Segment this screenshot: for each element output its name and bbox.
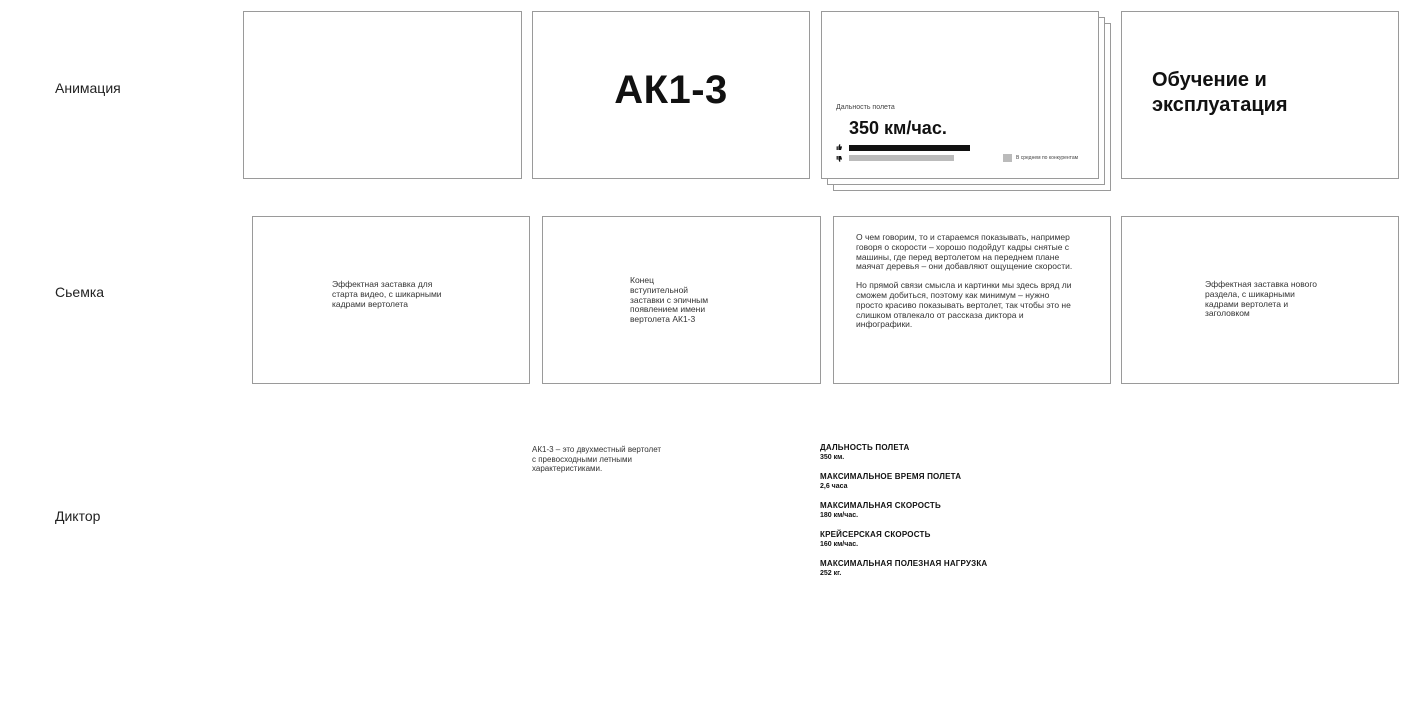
spec-value: 350 км. — [820, 454, 845, 461]
spec-item — [820, 443, 909, 461]
row-label-shooting: Сьемка — [55, 284, 105, 300]
spec-title: КРЕЙСЕРСКАЯ СКОРОСТЬ — [820, 530, 931, 539]
animation-frame-blank — [243, 11, 522, 179]
spec-value: 252 кг. — [820, 570, 842, 577]
spec-item — [820, 472, 961, 490]
spec-title: МАКСИМАЛЬНАЯ ПОЛЕЗНАЯ НАГРУЗКА — [820, 559, 988, 568]
competitor-comparison-bar-average — [849, 155, 970, 161]
animation-frame-section-title — [1121, 11, 1399, 179]
spec-item — [820, 501, 941, 519]
bar-main-fill — [849, 145, 970, 151]
shooting-note-3-paragraph-2: Но прямой связи смысла и картинки мы здесь вряд ли сможем добиться, поэтому как минимум – нужно просто красиво показывать вертолет, так чтобы это не слишком отвлекало от рассказа диктора и инфографики. — [856, 280, 1072, 330]
shooting-note-1: Эффектная заставка для старта видео, с шикарными кадрами вертолета — [332, 279, 442, 309]
animation-frame-infographic — [821, 11, 1099, 179]
shooting-note-2: Конец вступительной заставки с эпичным появлением имени вертолета АК1-3 — [630, 275, 709, 325]
row-label-narrator: Диктор — [55, 508, 101, 524]
legend-swatch — [1003, 154, 1012, 162]
spec-value: 2,6 часа — [820, 483, 848, 490]
shooting-frame-3 — [833, 216, 1111, 384]
spec-value: 160 км/час. — [820, 541, 859, 548]
spec-item — [820, 530, 931, 548]
legend-text: В среднем по конкурентам — [1016, 155, 1079, 161]
shooting-note-3-paragraph-1: О чем говорим, то и стараемся показывать, например говоря о скорости – хорошо подойдут кадры снятые с машины, где перед вертолетом на переднем плане маячат деревья – они добавляют ощущение скорости. — [856, 232, 1073, 272]
helicopter-name-title: АК1-3 — [614, 68, 728, 112]
shooting-note-3 — [856, 233, 1074, 330]
shooting-frame-1 — [252, 216, 530, 384]
shooting-frame-2 — [542, 216, 821, 384]
spec-value: 180 км/час. — [820, 512, 859, 519]
thumbs-down-icon — [836, 156, 842, 162]
section-title: Обучение и эксплуатация — [1152, 69, 1288, 116]
narrator-intro-text: АК1-3 – это двухместный вертолет с превосходными летными характеристиками. — [532, 445, 662, 474]
infographic-label: Дальность полета — [836, 104, 895, 111]
spec-title: МАКСИМАЛЬНАЯ СКОРОСТЬ — [820, 501, 941, 510]
shooting-note-4: Эффектная заставка нового раздела, с шикарными кадрами вертолета и заголовком — [1205, 279, 1318, 319]
competitor-comparison-bar-main — [849, 145, 970, 151]
bar-average-fill — [849, 155, 954, 161]
spec-title: ДАЛЬНОСТЬ ПОЛЕТА — [820, 443, 910, 452]
animation-frame-title — [532, 11, 810, 179]
row-label-animation: Анимация — [55, 80, 121, 96]
thumbs-up-icon — [836, 144, 842, 150]
infographic-value: 350 км/час. — [849, 118, 947, 138]
spec-item — [820, 559, 987, 577]
shooting-frame-4 — [1121, 216, 1399, 384]
spec-title: МАКСИМАЛЬНОЕ ВРЕМЯ ПОЛЕТА — [820, 472, 962, 481]
